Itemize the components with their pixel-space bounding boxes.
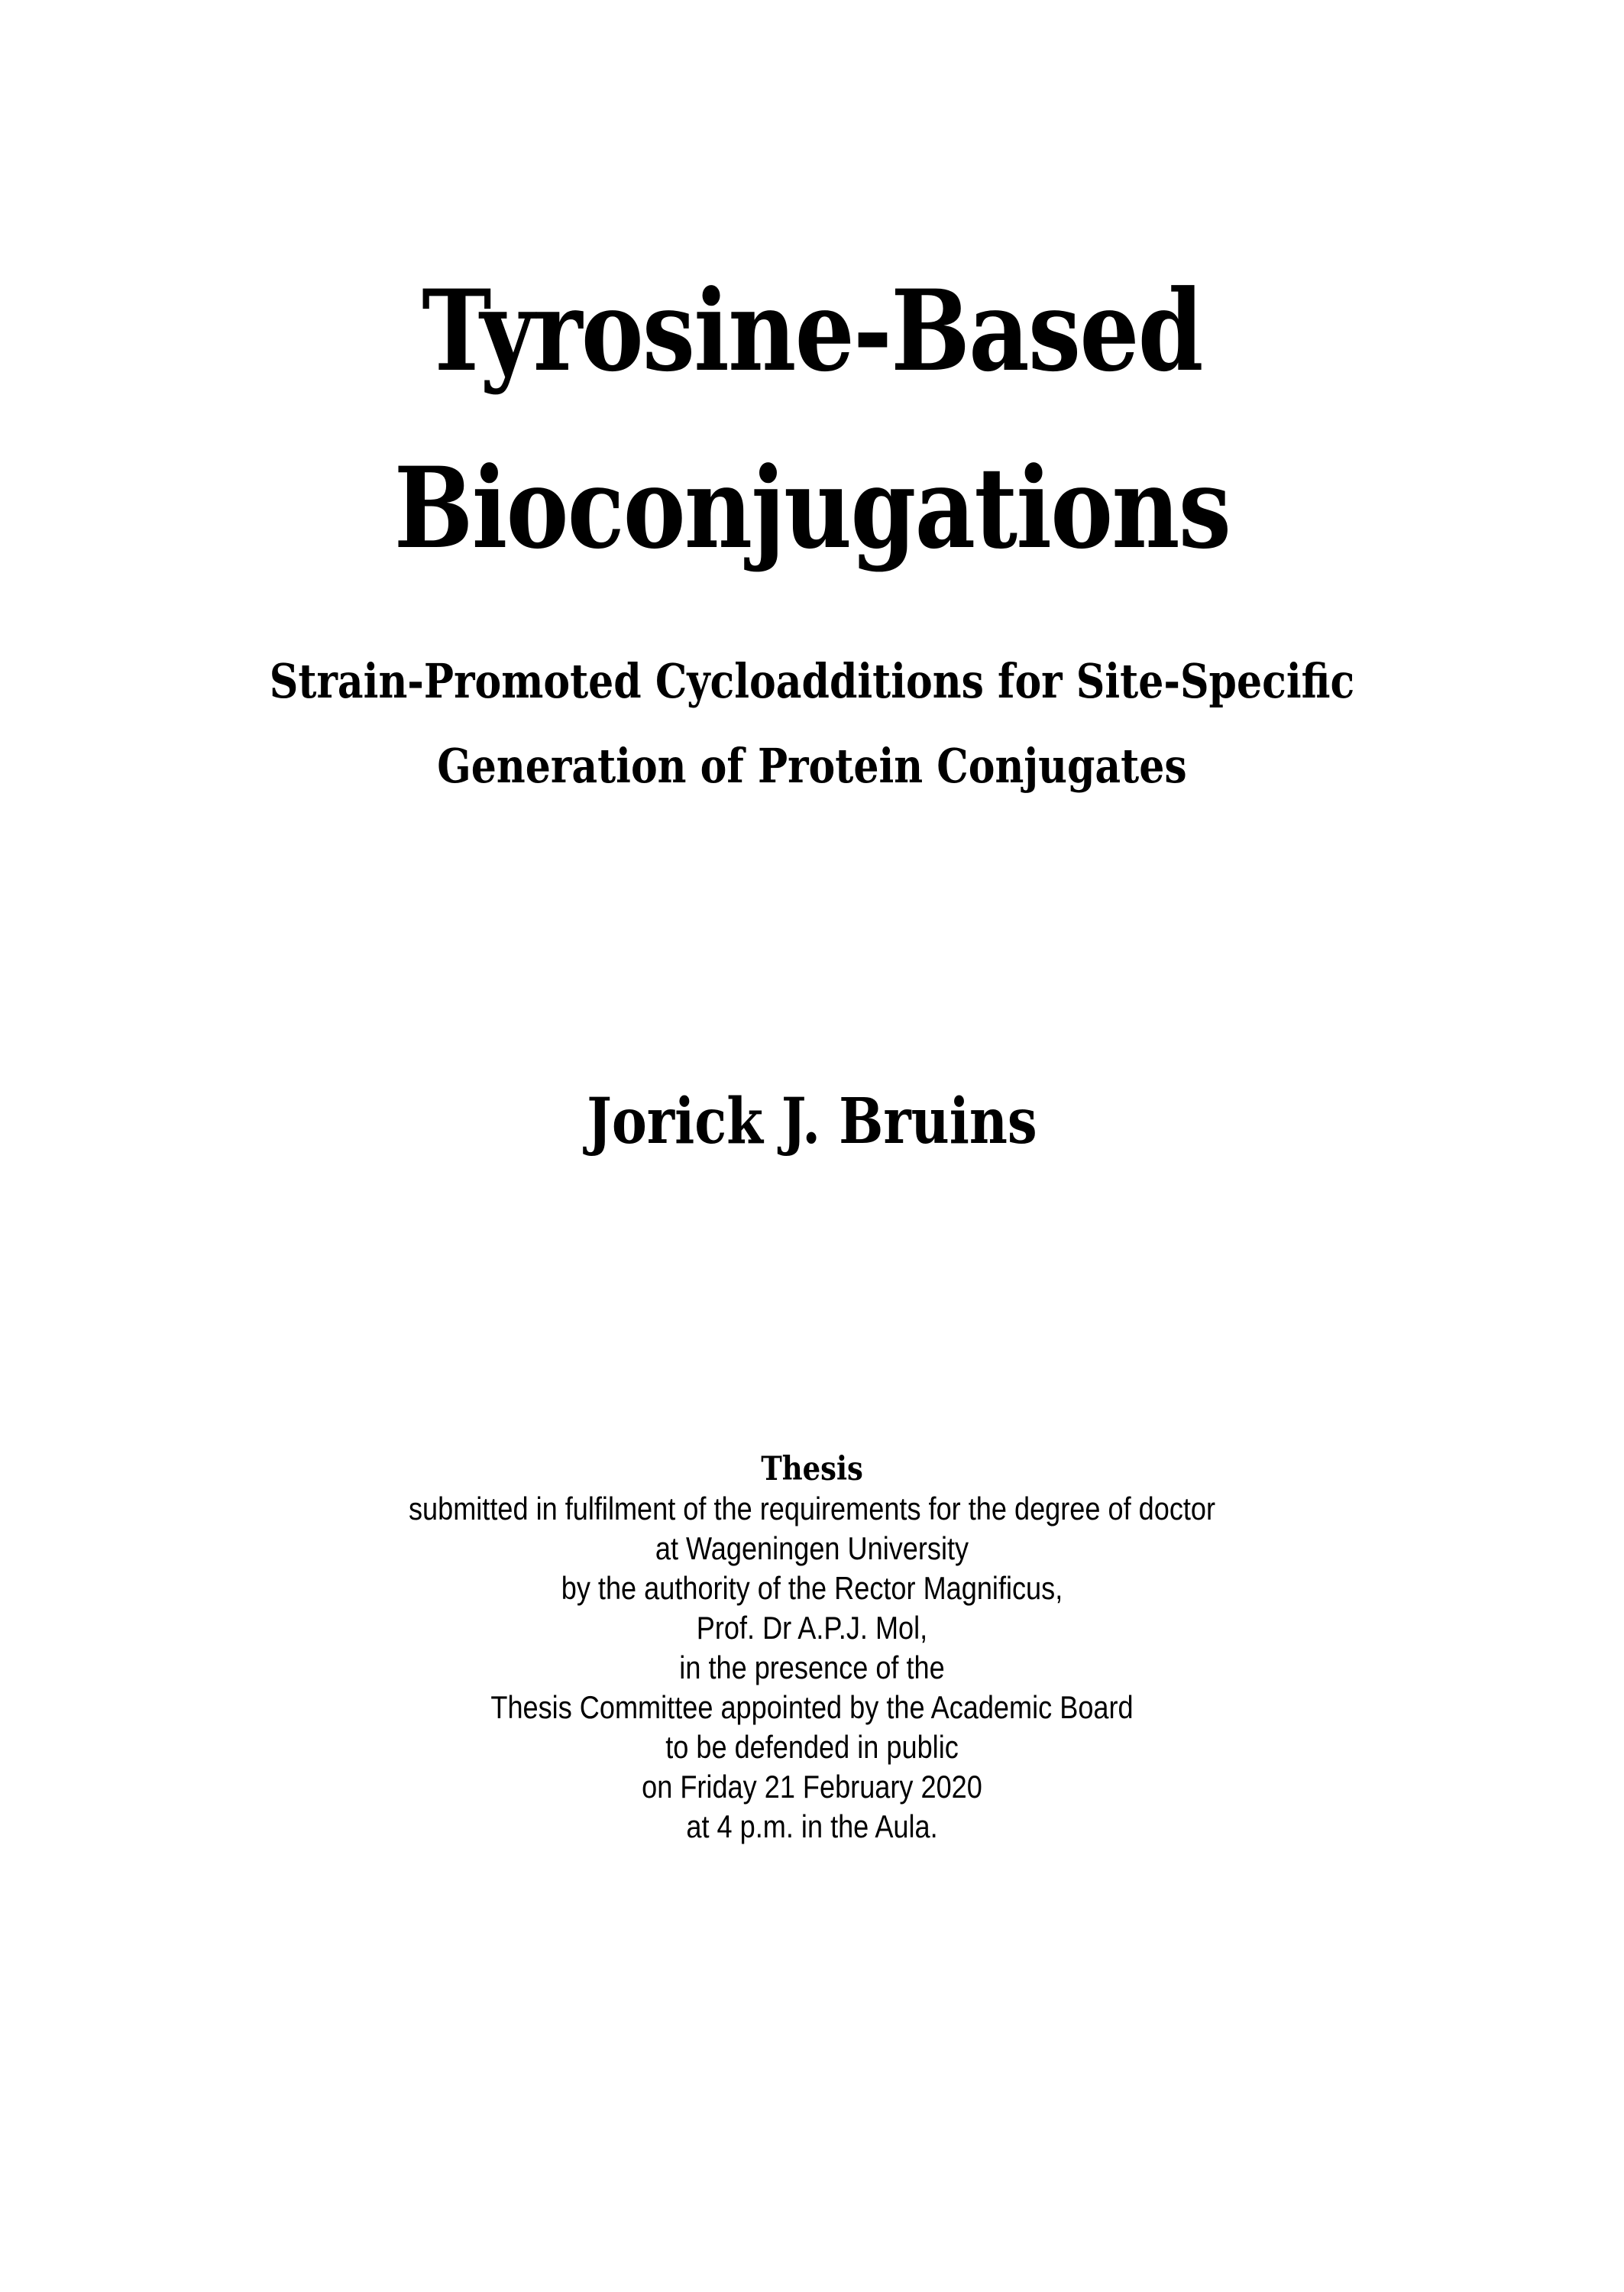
thesis-detail-line-8: on Friday 21 February 2020 <box>642 1769 982 1805</box>
thesis-title-line-1: Tyrosine-Based <box>422 266 1202 397</box>
thesis-declaration-block <box>114 1449 1510 1847</box>
thesis-subtitle <box>130 639 1494 808</box>
thesis-subtitle-line-1: Strain-Promoted Cycloadditions for Site-Specific <box>269 653 1355 709</box>
thesis-heading: Thesis <box>761 1450 863 1488</box>
thesis-detail-line-1: submitted in fulfilment of the requirements for the degree of doctor <box>408 1491 1216 1526</box>
thesis-detail-line-2: at Wageningen University <box>655 1530 969 1566</box>
thesis-detail-line-6: Thesis Committee appointed by the Academic Board <box>490 1689 1134 1725</box>
thesis-subtitle-line-2: Generation of Protein Conjugates <box>437 738 1187 794</box>
thesis-title <box>130 243 1494 597</box>
thesis-detail-line-5: in the presence of the <box>679 1649 945 1685</box>
thesis-detail-line-7: to be defended in public <box>665 1729 959 1765</box>
thesis-detail-line-9: at 4 p.m. in the Aula. <box>686 1808 938 1844</box>
thesis-detail-line-3: by the authority of the Rector Magnificus, <box>561 1570 1063 1606</box>
thesis-detail-line-4: Prof. Dr A.P.J. Mol, <box>696 1610 928 1646</box>
thesis-title-line-2: Bioconjugations <box>393 443 1231 574</box>
author-name: Jorick J. Bruins <box>587 1085 1037 1158</box>
